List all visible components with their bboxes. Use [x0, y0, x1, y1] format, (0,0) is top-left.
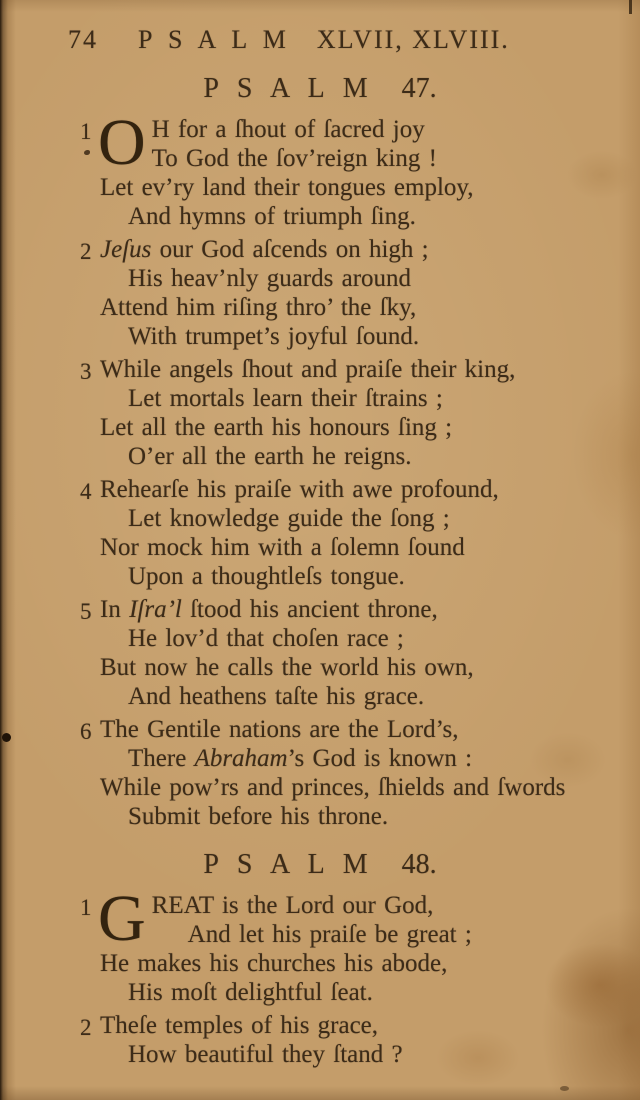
verse-line: [98, 920, 640, 949]
line-text: Theſe temples of his grace,: [100, 1012, 379, 1039]
heading-word: P S A L M: [203, 73, 374, 104]
verse: [0, 715, 640, 831]
verse-line: [128, 264, 640, 293]
running-title-word: P S A L M: [138, 25, 291, 54]
verse-number: 4: [80, 479, 92, 504]
line-text: His moſt delightful ſeat.: [128, 979, 373, 1006]
page-number: 74: [68, 25, 98, 54]
verse: [0, 882, 640, 1007]
page-body: [0, 72, 640, 1069]
heading-number: 48.: [401, 849, 437, 880]
line-text: O’er all the earth he reigns.: [128, 443, 412, 470]
verse-line: [100, 293, 640, 322]
verse: [0, 595, 640, 711]
line-text: In: [100, 596, 130, 623]
verse-line: [100, 475, 640, 504]
verse-line: [98, 891, 640, 920]
line-text: And hymns of triumph ſing.: [128, 203, 416, 230]
verse-number: 2: [80, 239, 92, 264]
verse-line: [100, 595, 640, 624]
verse-number: 3: [80, 359, 92, 384]
verse-number: 2: [80, 1015, 92, 1040]
verse-line: [128, 384, 640, 413]
verse-line: [128, 562, 640, 591]
line-text: REAT is the Lord our God,: [151, 892, 434, 919]
line-text: His heav’nly guards around: [128, 265, 412, 292]
verse-line: [100, 355, 640, 384]
running-header: [68, 25, 640, 55]
verse-line: [100, 1011, 640, 1040]
stain-mark: [560, 1086, 569, 1091]
verse: [0, 475, 640, 591]
verse-line: [128, 504, 640, 533]
verse-number: 1: [80, 119, 92, 144]
line-text: Let knowledge guide the ſong ;: [128, 505, 450, 532]
line-text: While pow’rs and princes, ſhields and ſwords: [100, 774, 566, 801]
line-text: Let all the earth his honours ſing ;: [100, 414, 453, 441]
italic-word: Jeſus: [100, 236, 152, 263]
verse-line: [100, 173, 640, 202]
verse-line: [100, 235, 640, 264]
verse: [0, 235, 640, 351]
psalm-heading: [0, 72, 640, 106]
verse-line: [128, 802, 640, 831]
line-text: There: [128, 745, 195, 772]
line-text: With trumpet’s joyful ſound.: [128, 323, 420, 350]
verse-line: [128, 202, 640, 231]
drop-cap: O: [98, 106, 146, 179]
verse-line: [128, 744, 640, 773]
line-text: ’s God is known :: [287, 745, 473, 772]
verse-line: [100, 653, 640, 682]
line-text: The Gentile nations are the Lord’s,: [100, 716, 459, 743]
verse-line: [128, 322, 640, 351]
line-text: Nor mock him with a ſolemn ſound: [100, 534, 465, 561]
line-text: While angels ſhout and praiſe their king,: [100, 356, 516, 383]
line-text: And let his praiſe be great ;: [187, 921, 472, 948]
verse-line: [128, 442, 640, 471]
line-text: Upon a thoughtleſs tongue.: [128, 563, 405, 590]
line-text: And heathens taſte his grace.: [128, 683, 425, 710]
line-text: Let ev’ry land their tongues employ,: [100, 174, 474, 201]
line-text: He makes his churches his abode,: [100, 950, 448, 977]
heading-word: P S A L M: [203, 849, 374, 880]
verse-number: 5: [80, 599, 92, 624]
verse-line: [98, 115, 640, 144]
verse-line: [100, 533, 640, 562]
line-text: He lov’d that choſen race ;: [128, 625, 404, 652]
verse-line: [100, 773, 640, 802]
running-title-ref: XLVII, XLVIII.: [316, 25, 510, 54]
line-text: our God aſcends on high ;: [151, 236, 429, 263]
verse-line: [128, 1040, 640, 1069]
verse: [0, 355, 640, 471]
heading-number: 47.: [401, 73, 437, 104]
line-text: ſtood his ancient throne,: [181, 596, 438, 623]
verse-number: 6: [80, 719, 92, 744]
verse-line: [100, 413, 640, 442]
verse-line: [100, 715, 640, 744]
verse: [0, 1011, 640, 1069]
verse-line: [128, 624, 640, 653]
italic-word: Iſra’l: [129, 596, 182, 623]
line-text: How beautiful they ſtand ?: [128, 1041, 403, 1068]
line-text: But now he calls the world his own,: [100, 654, 474, 681]
verse-line: [98, 144, 640, 173]
line-text: Attend him riſing thro’ the ſky,: [100, 294, 417, 321]
verse-line: [128, 682, 640, 711]
drop-cap: G: [98, 882, 146, 955]
italic-word: Abraham: [194, 745, 288, 772]
verse-line: [100, 949, 640, 978]
line-text: To God the ſov’reign king !: [151, 145, 437, 172]
line-text: Submit before his throne.: [128, 803, 389, 830]
psalm-heading: [0, 848, 640, 882]
verse-number: 1: [80, 895, 92, 920]
line-text: Let mortals learn their ſtrains ;: [128, 385, 443, 412]
line-text: Rehearſe his praiſe with awe profound,: [100, 476, 499, 503]
verse: [0, 106, 640, 231]
line-text: H for a ſhout of ſacred joy: [151, 116, 425, 143]
verse-line: [128, 978, 640, 1007]
